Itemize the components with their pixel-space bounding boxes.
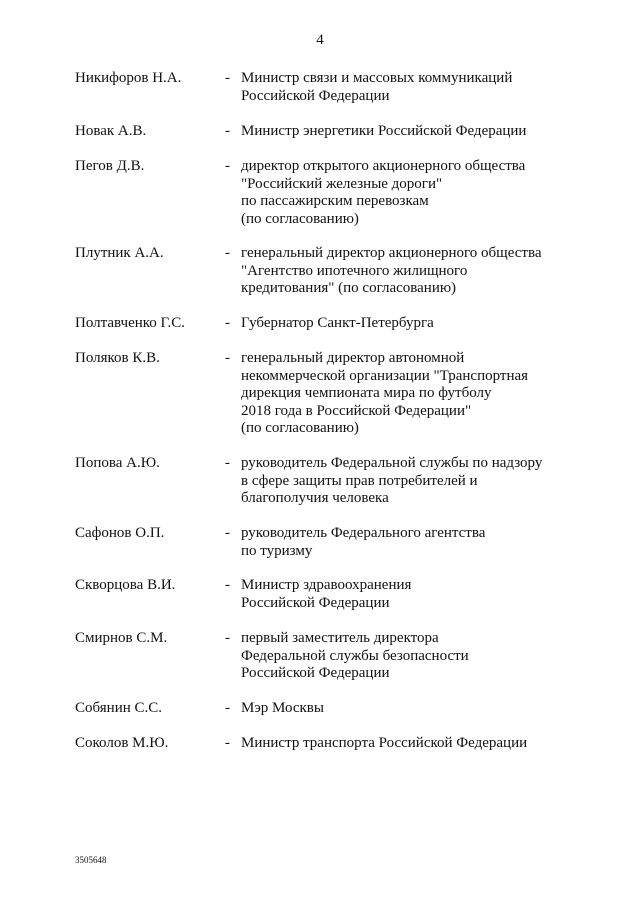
- member-role: генеральный директор автономной некоммерческой организации "Транспортная дирекция чемпионата мира по футболу 2018 года в Российской Федерации" (по согласованию): [241, 350, 529, 437]
- separator-dash: -: [225, 630, 230, 646]
- member-role: руководитель Федерального агентства по туризму: [241, 525, 486, 559]
- separator-dash: -: [225, 735, 230, 751]
- member-role: Министр связи и массовых коммуникаций Российской Федерации: [241, 70, 513, 104]
- member-name: Сафонов О.П.: [75, 525, 165, 541]
- member-role: первый заместитель директора Федеральной службы безопасности Российской Федерации: [241, 630, 469, 682]
- member-name: Никифоров Н.А.: [75, 70, 182, 86]
- member-role: генеральный директор акционерного общества "Агентство ипотечного жилищного кредитования" (по согласованию): [241, 245, 542, 297]
- separator-dash: -: [225, 577, 230, 593]
- document-code: 3505648: [75, 855, 107, 865]
- member-role: директор открытого акционерного общества "Российский железные дороги" по пассажирским перевозкам (по согласованию): [241, 158, 526, 227]
- member-name: Попова А.Ю.: [75, 455, 160, 471]
- member-name: Соколов М.Ю.: [75, 735, 169, 751]
- member-name: Полтавченко Г.С.: [75, 315, 186, 331]
- separator-dash: -: [225, 455, 230, 471]
- member-role: Министр энергетики Российской Федерации: [241, 123, 527, 139]
- member-name: Пегов Д.В.: [75, 158, 145, 174]
- separator-dash: -: [225, 158, 230, 174]
- separator-dash: -: [225, 245, 230, 261]
- separator-dash: -: [225, 123, 230, 139]
- member-role: Министр транспорта Российской Федерации: [241, 735, 528, 751]
- member-role: Мэр Москвы: [241, 700, 324, 716]
- separator-dash: -: [225, 700, 230, 716]
- member-name: Новак А.В.: [75, 123, 147, 139]
- member-name: Поляков К.В.: [75, 350, 160, 366]
- page-number: 4: [316, 32, 324, 48]
- member-name: Скворцова В.И.: [75, 577, 176, 593]
- member-name: Плутник А.А.: [75, 245, 164, 261]
- member-role: руководитель Федеральной службы по надзору в сфере защиты прав потребителей и благополучия человека: [241, 455, 543, 507]
- separator-dash: -: [225, 315, 230, 331]
- member-name: Собянин С.С.: [75, 700, 163, 716]
- member-role: Губернатор Санкт-Петербурга: [241, 315, 434, 331]
- separator-dash: -: [225, 350, 230, 366]
- separator-dash: -: [225, 70, 230, 86]
- member-role: Министр здравоохранения Российской Федерации: [241, 577, 412, 611]
- member-name: Смирнов С.М.: [75, 630, 168, 646]
- separator-dash: -: [225, 525, 230, 541]
